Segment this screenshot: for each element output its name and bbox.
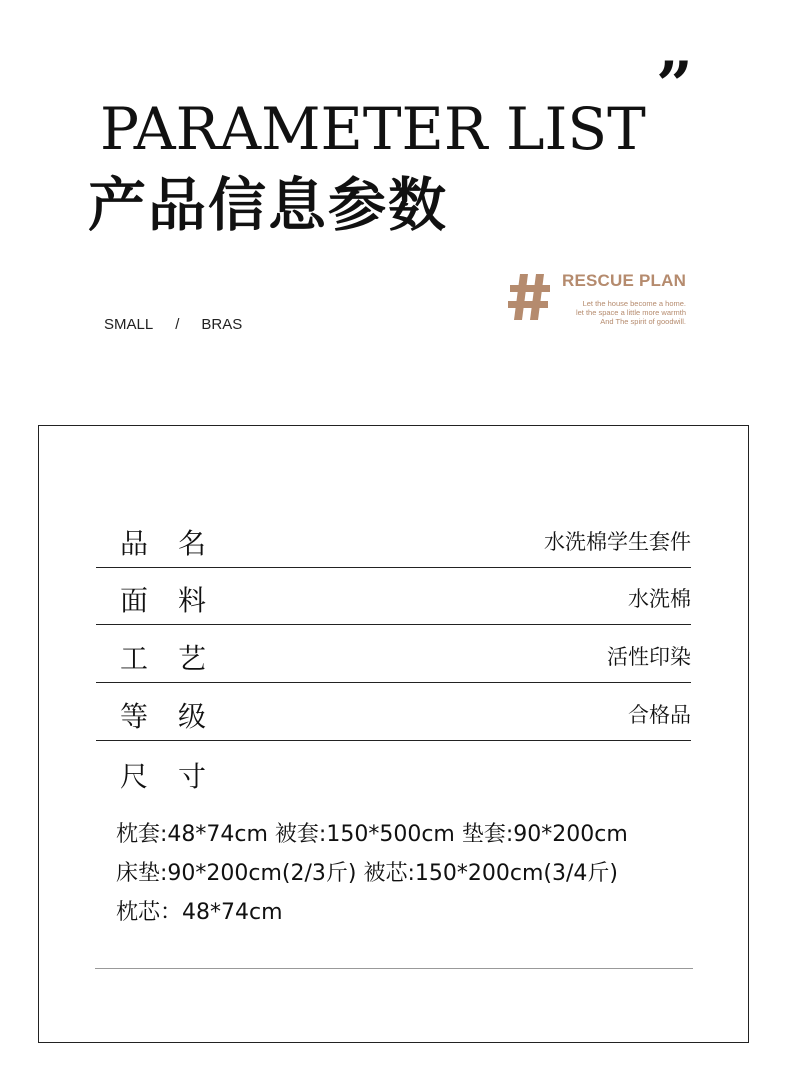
param-row-craft <box>96 637 691 677</box>
brand-logo <box>508 268 690 330</box>
tagline-line: Let the house become a home. <box>582 299 686 308</box>
row-divider <box>96 567 691 568</box>
title-chinese: 产品信息参数 <box>88 171 449 239</box>
param-value: 合格品 <box>628 703 691 727</box>
quote-mark: ” <box>656 48 689 123</box>
breadcrumb-item-small: SMALL <box>104 316 154 333</box>
param-label: 面料 <box>120 584 237 617</box>
param-row-name <box>96 522 691 562</box>
breadcrumb-separator: / <box>175 316 180 333</box>
size-line: 枕芯：48*74cm <box>116 900 283 925</box>
param-value: 活性印染 <box>607 645 691 669</box>
param-row-fabric <box>96 579 691 619</box>
bottom-divider <box>95 968 693 969</box>
breadcrumb-item-bras: BRAS <box>201 316 243 333</box>
tagline-line: And The spirit of goodwill. <box>600 317 686 326</box>
tagline-line: let the space a little more warmth <box>575 308 686 317</box>
brand-name: RESCUE PLAN <box>562 271 687 290</box>
param-label: 工艺 <box>120 642 237 675</box>
param-row-grade <box>96 695 691 735</box>
row-divider <box>96 682 691 683</box>
breadcrumb <box>104 316 242 333</box>
param-value: 水洗棉学生套件 <box>544 530 691 554</box>
title-english: PARAMETER LIST <box>100 95 646 163</box>
param-label: 品名 <box>120 527 237 560</box>
size-label: 尺寸 <box>120 760 237 793</box>
row-divider <box>96 740 691 741</box>
size-line: 枕套:48*74cm 被套:150*500cm 垫套:90*200cm <box>116 822 628 847</box>
hash-icon <box>508 268 552 324</box>
param-label: 等级 <box>120 700 237 733</box>
row-divider <box>96 624 691 625</box>
brand-tagline <box>576 299 686 326</box>
param-value: 水洗棉 <box>628 587 691 611</box>
size-line: 床垫:90*200cm(2/3斤) 被芯:150*200cm(3/4斤) <box>116 861 618 886</box>
size-details <box>116 815 628 932</box>
